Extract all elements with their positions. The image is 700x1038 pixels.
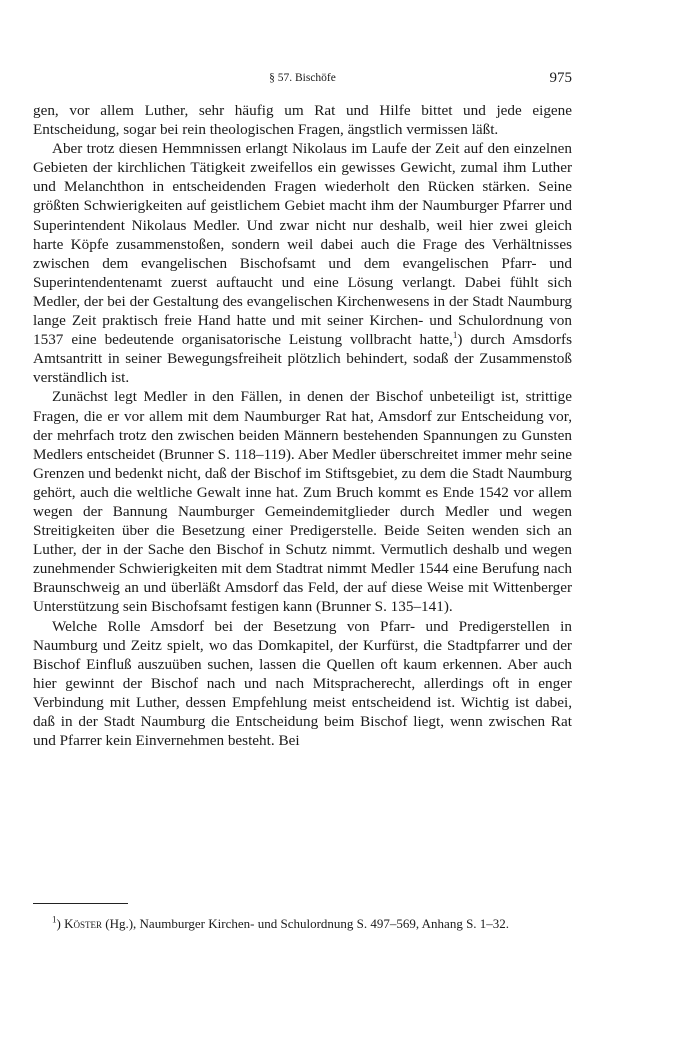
footnote-text: (Hg.), Naumburger Kirchen- und Schulordnung S. 497–569, Anhang S. 1–32. [102,916,510,931]
footnote-marker: 1 [52,914,57,925]
footnote-reference: 1 [452,330,458,341]
footnote-reference-paren: ) [457,331,463,349]
paragraph-2-continuation: durch Amsdorfs Amtsantritt in seiner Bewegungsfreiheit plötzlich behindert, sodaß der Zusammenstoß verständlich ist. [33,331,573,387]
footnote-1 [33,915,572,933]
paragraph-2 [33,139,572,387]
running-title: § 57. Bischöfe [269,72,336,84]
footnote-author: Köster [64,916,102,931]
paragraph-3: Zunächst legt Medler in den Fällen, in denen der Bischof unbeteiligt ist, strittige Fragen, die er vor allem mit dem Naumburger Rat hat, Amsdorf zur Entscheidung vor, der mehrfach trotz den zwischen beiden Männern bestehenden Spannungen zu Gunsten Medlers entscheidet (Brunner S. 118–119). Aber Medler überschreitet immer mehr seine Grenzen und bedenkt nicht, daß der Bischof im Stiftsgebiet, zu dem die Stadt Naumburg gehört, auch die weltliche Gewalt inne hat. Zum Bruch kommt es Ende 1542 vor allem wegen der Bannung Naumburger Gemeindemitglieder durch Medler und wegen Streitigkeiten über die Besetzung einer Predigerstelle. Beide Seiten wenden sich an Luther, der in der Sache den Bischof in Schutz nimmt. Vermutlich deshalb und wegen zunehmender Schwierigkeiten mit dem Stadtrat nimmt Medler 1544 eine Berufung nach Braunschweig an und überläßt Amsdorf das Feld, der auf diese Weise mit Wittenberger Unterstützung sein Bischofsamt festigen kann (Brunner S. 135–141). [33,388,572,616]
paragraph-2-text: Aber trotz diesen Hemmnissen erlangt Nikolaus im Laufe der Zeit auf den einzelnen Gebieten der kirchlichen Tätigkeit zweifellos ein gewisses Gewicht, zumal ihm Luther und Melanchthon in entscheidenden Fragen wiederholt den Rücken stärken. Seine größten Schwierigkeiten auf geistlichem Gebiet macht ihm der Naumburger Pfarrer und Superintendent Nikolaus Medler. Und zwar nicht nur deshalb, weil hier zwei gleich harte Köpfe zusammenstoßen, sondern weil dabei auch die Frage des Verhältnisses zwischen dem evangelischen Bischofsamt und dem evangelischen Pfarr- und Superintendentenamt zuerst auftaucht und eine Lösung verlangt. Dabei fühlt sich Medler, der bei der Gestaltung des evangelischen Kirchenwesens in der Stadt Naumburg lange Zeit praktisch freie Hand hatte und mit seiner Kirchen- und Schulordnung von 1537 eine bedeutende organisatorische Leistung vollbracht hatte, [33,140,572,349]
paragraph-4: Welche Rolle Amsdorf bei der Besetzung von Pfarr- und Predigerstellen in Naumburg und Zeitz spielt, wo das Domkapitel, der Kurfürst, die Stadtpfarrer und der Bischof Einfluß auszuüben suchen, lassen die Quellen oft kaum erkennen. Aber auch hier gewinnt der Bischof nach und nach Mitspracherecht, allerdings oft in enger Verbindung mit Luther, dessen Empfehlung meist entscheidend ist. Wichtig ist dabei, daß in der Stadt Naumburg die Entscheidung beim Bischof liegt, wenn zwischen Rat und Pfarrer kein Einvernehmen besteht. Bei [33,617,572,750]
footnote-marker-paren: ) [56,916,61,931]
running-header [33,70,572,90]
page-number: 975 [549,70,572,86]
main-text [33,101,572,750]
paragraph-1: gen, vor allem Luther, sehr häufig um Rat und Hilfe bittet und jede eigene Entscheidung, sogar bei rein theologischen Fragen, ängstlich vermissen läßt. [33,102,572,139]
footnote-separator [33,903,128,904]
